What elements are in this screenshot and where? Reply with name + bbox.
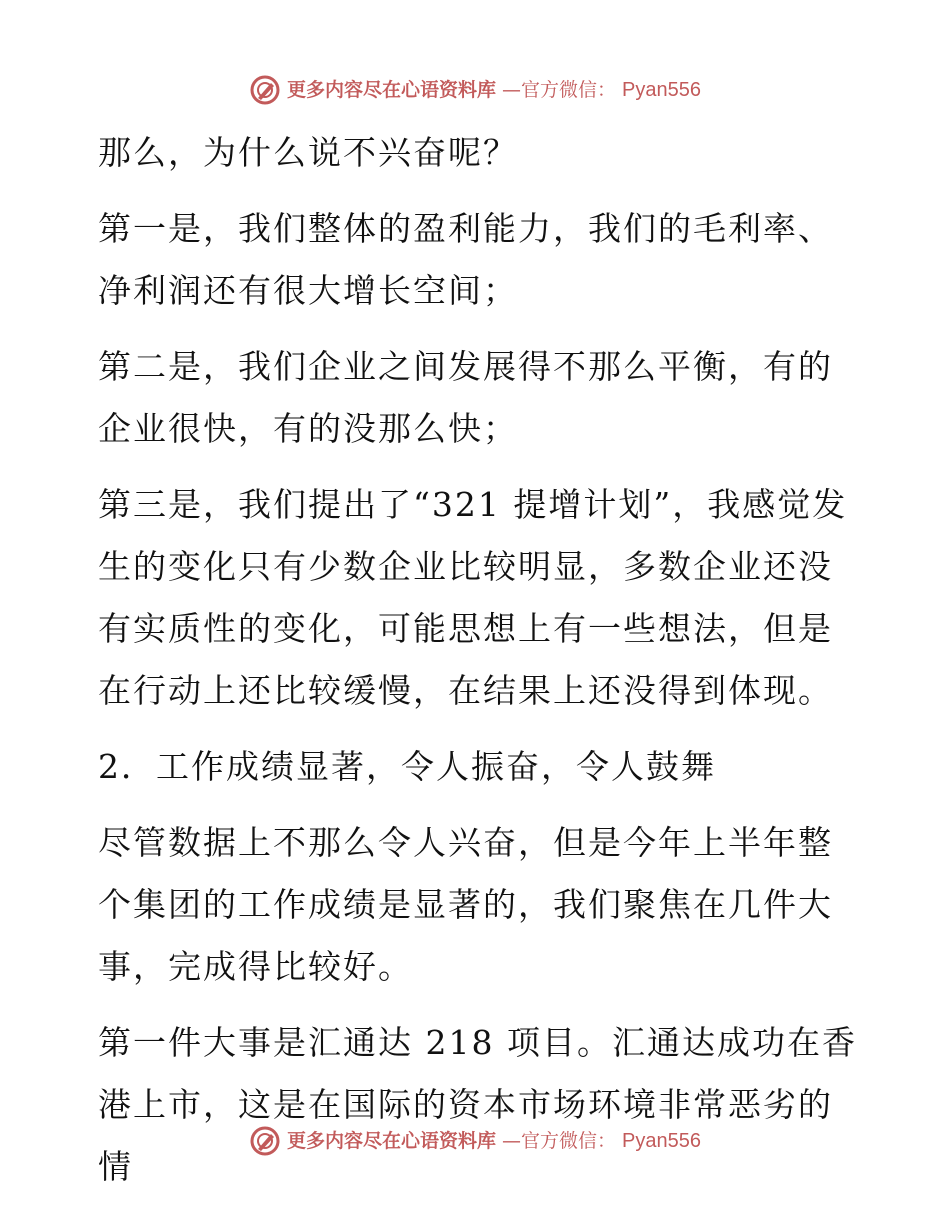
watermark-main-text: 更多内容尽在心语资料库 — [287, 1129, 497, 1152]
watermark-id-text: Pyan556 — [622, 79, 701, 101]
section-heading: 2．工作成绩显著，令人振奋，令人鼓舞 — [98, 747, 716, 786]
footer-watermark — [0, 1125, 950, 1157]
watermark-logo-icon — [249, 1125, 281, 1157]
paragraph: 那么，为什么说不兴奋呢？ — [98, 133, 518, 172]
paragraph: 第一件大事是汇通达 218 项目。汇通达成功在香港上市，这是在国际的资本市场环境非常恶劣的情 — [98, 1023, 857, 1186]
header-watermark — [0, 74, 950, 106]
paragraph: 尽管数据上不那么令人兴奋，但是今年上半年整个集团的工作成绩是显著的，我们聚焦在几件大事，完成得比较好。 — [98, 823, 833, 986]
paragraph: 第三是，我们提出了“321 提增计划”，我感觉发生的变化只有少数企业比较明显，多数企业还没有实质性的变化，可能思想上有一些想法，但是在行动上还比较缓慢，在结果上还没得到体现。 — [98, 485, 848, 710]
paragraph: 第二是，我们企业之间发展得不那么平衡，有的企业很快，有的没那么快； — [98, 347, 833, 448]
watermark-sub-text: —官方微信： — [502, 78, 617, 101]
watermark-sub-text: —官方微信： — [502, 1129, 617, 1152]
watermark-main-text: 更多内容尽在心语资料库 — [287, 78, 497, 101]
document-body — [98, 122, 858, 1212]
watermark-logo-icon — [249, 74, 281, 106]
paragraph: 第一是，我们整体的盈利能力，我们的毛利率、净利润还有很大增长空间； — [98, 209, 833, 310]
watermark-id-text: Pyan556 — [622, 1130, 701, 1152]
